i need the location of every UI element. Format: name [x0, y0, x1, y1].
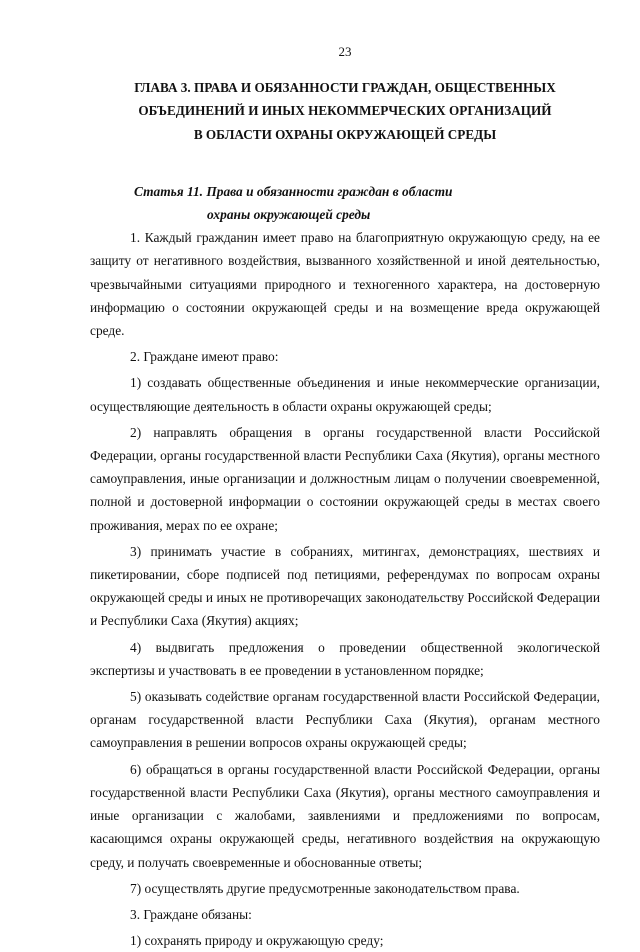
- article-heading-line: Статья 11. Права и обязанности граждан в области: [134, 184, 453, 200]
- paragraph: 2) направлять обращения в органы государственной власти Российской Федерации, органы государственной власти Республики Саха (Якутия), органы местного самоуправления, иные организации и должностным лицам о получении своевременной, полной и достоверной информации о состоянии окружающей среды в местах своего проживания, мерах по ее охране;: [90, 424, 600, 533]
- article-heading-line: охраны окружающей среды: [207, 207, 371, 223]
- article-heading: [90, 180, 600, 226]
- article-body: [90, 226, 600, 952]
- paragraph: 5) оказывать содействие органам государственной власти Российской Федерации, органам государственной власти Республики Саха (Якутия), органам местного самоуправления в решении вопросов охраны окружающей среды;: [90, 689, 600, 751]
- paragraph: 2. Граждане имеют право:: [130, 349, 279, 365]
- paragraph: 7) осуществлять другие предусмотренные законодательством права.: [130, 880, 520, 896]
- chapter-heading-line: В ОБЛАСТИ ОХРАНЫ ОКРУЖАЮЩЕЙ СРЕДЫ: [193, 126, 497, 142]
- paragraph: 1) создавать общественные объединения и иные некоммерческие организации, осуществляющие деятельность в области охраны окружающей среды;: [90, 375, 600, 414]
- paragraph: 1. Каждый гражданин имеет право на благоприятную окружающую среду, на ее защиту от негативного воздействия, вызванного хозяйственной и иной деятельностью, чрезвычайными ситуациями природного и техногенного характера, на достоверную информацию о состоянии окружающей среды и на возмещение вреда окружающей среде.: [90, 230, 600, 339]
- chapter-heading-line: ГЛАВА 3. ПРАВА И ОБЯЗАННОСТИ ГРАЖДАН, ОБЩЕСТВЕННЫХ: [134, 80, 556, 95]
- paragraph: 6) обращаться в органы государственной власти Российской Федерации, органы государственной власти Республики Саха (Якутия), органы местного самоуправления и иные организации с жалобами, заявлениями и предложениями по вопросам, касающимся охраны окружающей среды, негативного воздействия на окружающую среду, и получать своевременные и обоснованные ответы;: [90, 761, 600, 870]
- page-number: 23: [338, 44, 352, 59]
- paragraph: 3) принимать участие в собраниях, митингах, демонстрациях, шествиях и пикетировании, сборе подписей под петициями, референдумах по вопросам охраны окружающей среды и иных не противоречащих законодательству Российской Федерации и Республики Саха (Якутия) акциях;: [90, 543, 600, 629]
- paragraph: 3. Граждане обязаны:: [130, 906, 252, 922]
- paragraph: 1) сохранять природу и окружающую среду;: [130, 933, 384, 949]
- chapter-heading-line: ОБЪЕДИНЕНИЙ И ИНЫХ НЕКОММЕРЧЕСКИХ ОРГАНИЗАЦИЙ: [138, 103, 552, 119]
- chapter-heading: [90, 76, 600, 146]
- paragraph: 4) выдвигать предложения о проведении общественной экологической экспертизы и участвовать в ее проведении в установленном порядке;: [90, 639, 600, 678]
